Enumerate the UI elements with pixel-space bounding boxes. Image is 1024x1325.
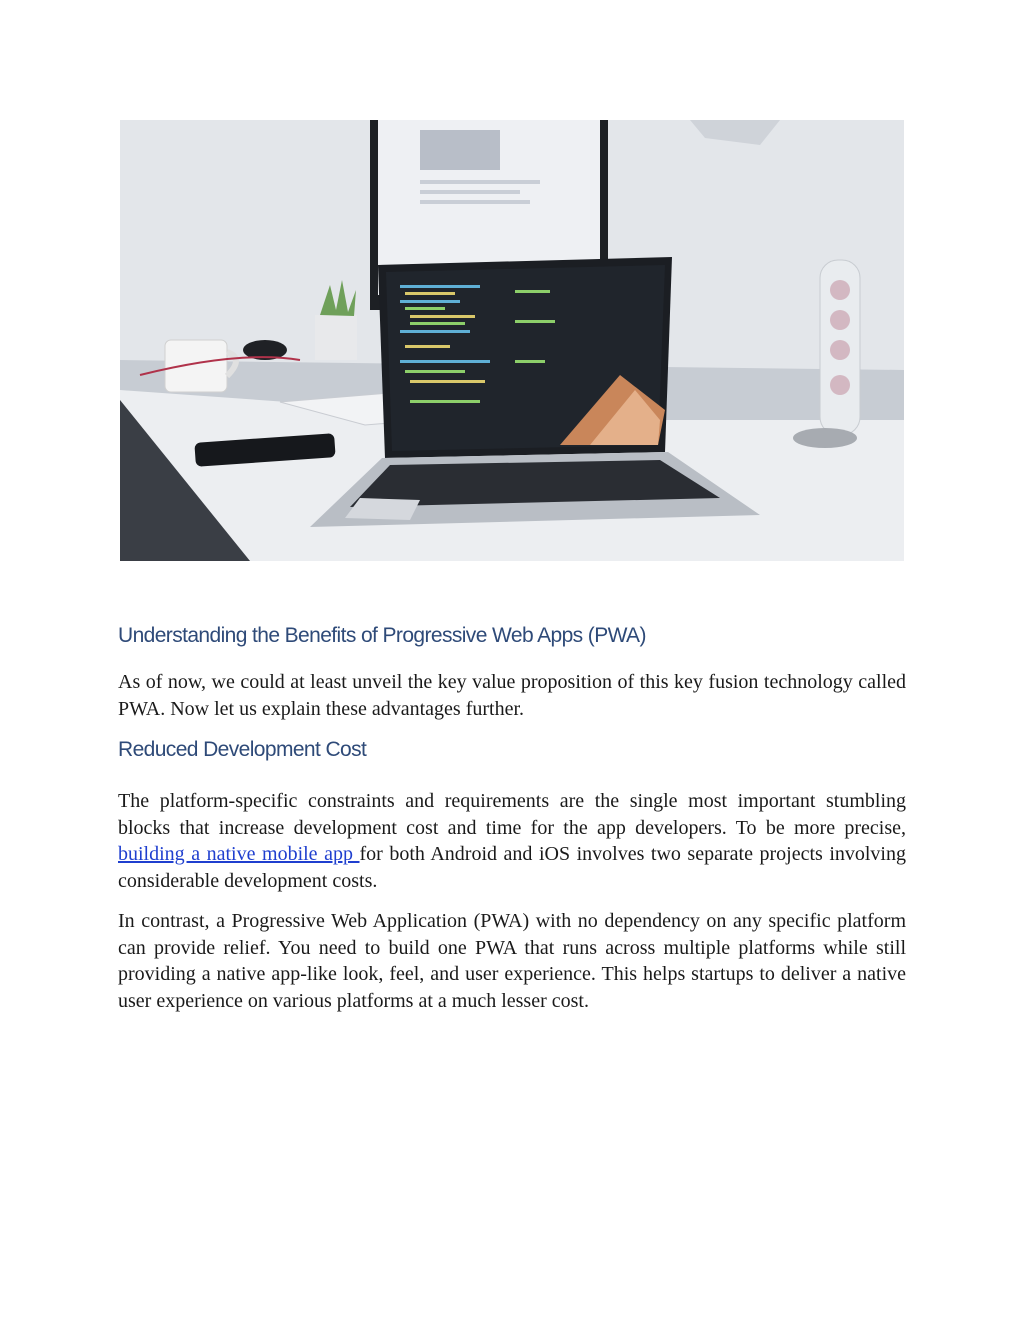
article-body: [118, 600, 906, 1014]
intro-paragraph: As of now, we could at least unveil the key value proposition of this key fusion technology called PWA. Now let us explain these advantages further.: [118, 671, 906, 720]
native-app-link[interactable]: building a native mobile app: [118, 843, 360, 865]
cost-text-after-link: for both Android and iOS involves two separate projects involving considerable development costs.: [118, 843, 906, 892]
subsection-heading: Reduced Development Cost: [118, 738, 367, 761]
laptop-desk-photo-icon: [120, 120, 904, 561]
cost-text-before-link: The platform-specific constraints and requirements are the single most important stumbling blocks that increase development cost and time for the app developers. To be more precise,: [118, 790, 906, 839]
hero-photo: [120, 120, 904, 561]
section-heading: Understanding the Benefits of Progressive Web Apps (PWA): [118, 624, 646, 647]
contrast-paragraph: In contrast, a Progressive Web Application (PWA) with no dependency on any specific platform can provide relief. You need to build one PWA that runs across multiple platforms while still providing a native app-like look, feel, and user experience. This helps startups to deliver a native user experience on various platforms at a much lesser cost.: [118, 910, 906, 1012]
cost-paragraph: [118, 788, 906, 894]
